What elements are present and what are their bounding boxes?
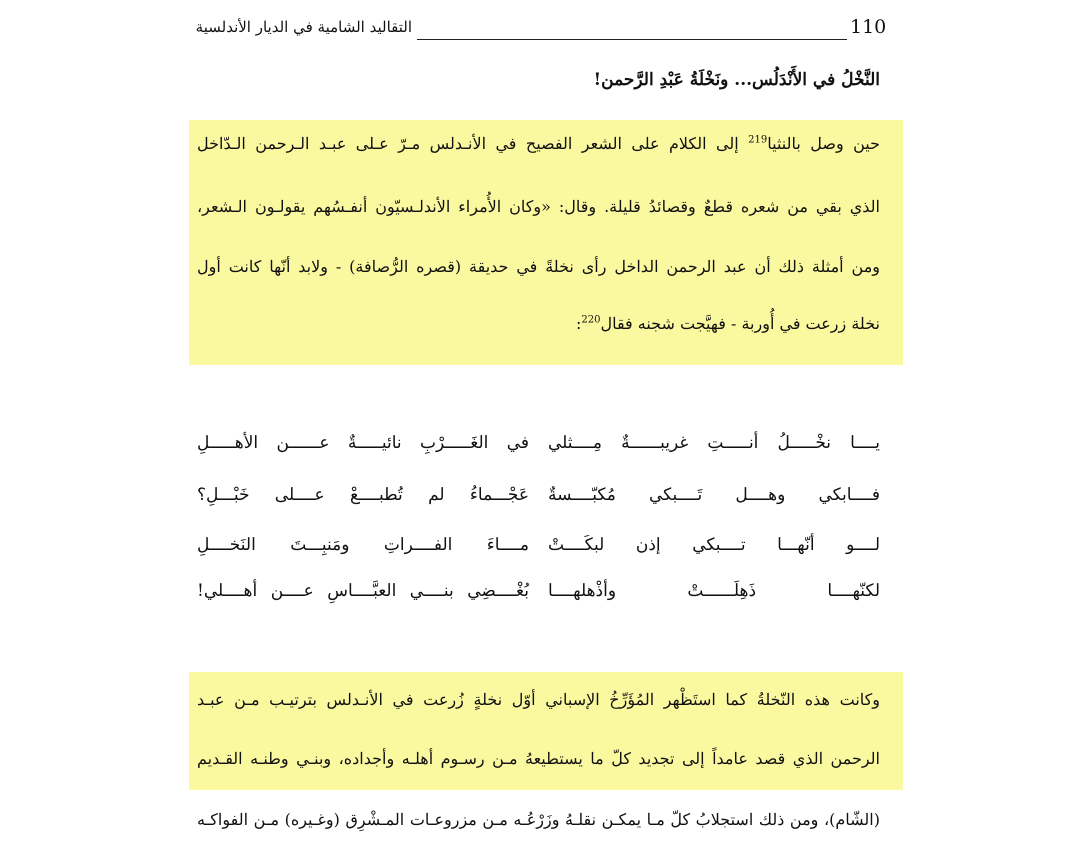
paragraph2-line1: وكانت هذه النّخلةُ كما استَظْهر المُؤَرِّخُ الإسباني أوّل نخلةٍ زُرعت في الأنـدلس بترتيـب مـن عبـد — [197, 690, 880, 709]
verse-second-hemistich: عَجْـــماءُ لم تُطبــــعْ عــــلى خَبْـــلِ؟ — [197, 485, 529, 505]
running-header — [195, 14, 887, 44]
verse-first-hemistich: فــــابكي وهــــل تَــــبكي مُكبّــــسةٌ — [548, 485, 880, 505]
verse-second-hemistich: في الغَـــــرْبِ نائيـــــةٌ عــــــن الأهـــــلِ — [197, 433, 529, 453]
page-number: 110 — [850, 16, 887, 38]
verse-second-hemistich: بُغْــــضِي بنــــي العبَّــــاسِ عــــن أهــــلي! — [197, 581, 529, 601]
paragraph1-line4 — [197, 313, 880, 335]
paragraph1-line4-text-a: نخلة زرعت في أُوربة - فهيَّجت شجنه فقال — [600, 314, 880, 333]
section-title: النَّخْلُ في الأَنْدَلُس... ونَخْلَةُ عَبْدِ الرَّحمن! — [593, 70, 880, 90]
verse-first-hemistich: لــــو أنّهـــا تــــبكي إذن لبكَــــتْ — [548, 535, 880, 555]
paragraph1-line4-text-b: : — [575, 314, 582, 333]
verse-second-hemistich: مــــاءَ الفــــراتِ ومَنبِـــتَ النَخــــلِ — [197, 535, 529, 555]
poem-verse — [197, 532, 880, 562]
poem-verse — [197, 430, 880, 460]
verse-first-hemistich: لكنّهــــا ذَهِلَــــــتْ وأذْهلهــــا — [548, 581, 880, 601]
poem-verse — [197, 482, 880, 512]
poem-verse — [197, 578, 880, 608]
paragraph2-line2: الرحمن الذي قصد عامداً إلى تجديد كلّ ما يستطيعهُ مـن رسـوم أهلـه وأجداده، وبنـي وطنـه القـديم — [197, 749, 880, 768]
footnote-ref-219[interactable]: 219 — [748, 134, 768, 146]
running-title: التقاليد الشامية في الديار الأندلسية — [195, 18, 412, 36]
paragraph2-line3: (الشّام)، ومن ذلك استجلابُ كلّ مـا يمكـن نقلـهُ وزَرْعُـه مـن مزروعـات المـشْرِق (وغـيره) مـن الفواكـه — [197, 810, 880, 829]
paragraph1-line3: ومن أمثلة ذلك أن عبد الرحمن الداخل رأى نخلةً في حديقة (قصره الرُّصافة) - ولابد أنّها كانت أول — [197, 257, 880, 276]
paragraph1-line1-text-b: إلى الكلام على الشعر الفصيح في الأنـدلس مـرّ عـلى عبـد الـرحمن الـدّاخل — [197, 134, 749, 153]
header-rule — [417, 39, 847, 40]
paragraph1-line2: الذي بقي من شعره قطعٌ وقصائدُ قليلة. وقال: «وكان الأُمراء الأندلـسيّون أنفـسُهم يقولـون الـشعر، — [197, 197, 880, 216]
paragraph1-line1 — [197, 133, 880, 155]
paragraph1-line1-text-a: حين وصل بالنثيا — [767, 134, 881, 153]
footnote-ref-220[interactable]: 220 — [581, 314, 601, 326]
verse-first-hemistich: يــــا نخْـــــلُ أنـــــتِ غريبــــــةٌ مِــــثلي — [548, 433, 880, 453]
